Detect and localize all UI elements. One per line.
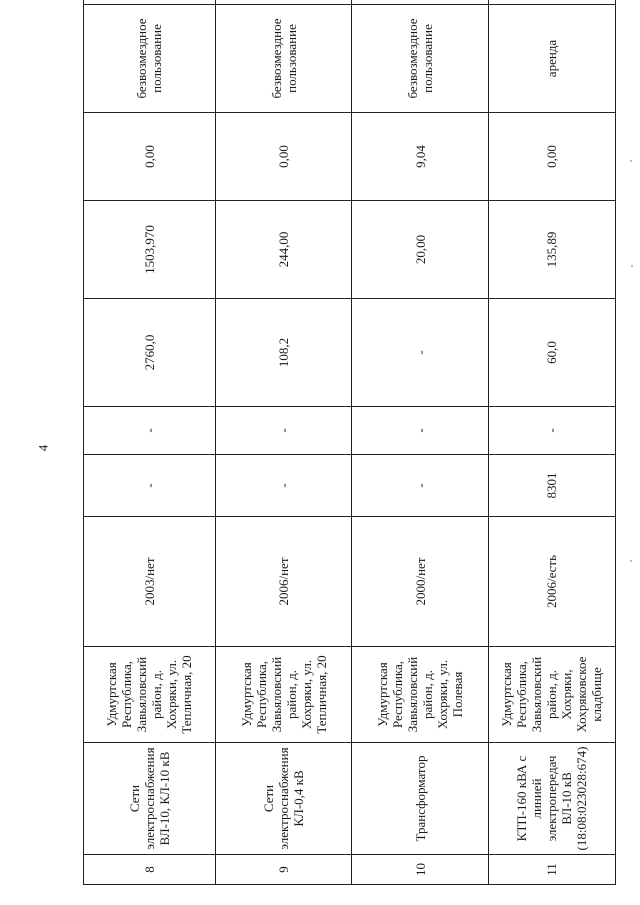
row-number: 8 <box>84 855 216 885</box>
object-name: Сети электроснабжения КЛ-0,4 кВ <box>215 743 351 855</box>
encumbrance <box>352 0 488 5</box>
usage-right: безвозмездное пользование <box>84 5 216 113</box>
usage-right: безвозмездное пользование <box>352 5 488 113</box>
object-length: - <box>352 299 488 407</box>
scan-speck <box>630 560 632 562</box>
book-value: 20,00 <box>352 201 488 299</box>
commission-year: 2000/нет <box>352 517 488 647</box>
registration-number: - <box>352 455 488 517</box>
object-address: Удмуртская Республика, Завьяловский район, д. Хохряки, ул. Полевая <box>352 647 488 743</box>
object-name: КТП-160 кВА с линией электропередач ВЛ-10 кВ (18:08:023028:674) <box>488 743 615 855</box>
empty-cell: - <box>488 407 615 455</box>
encumbrance <box>84 0 216 5</box>
encumbrance <box>215 0 351 5</box>
object-address: Удмуртская Республика, Завьяловский район, д. Хохряки, Хохряковское кладбище <box>488 647 615 743</box>
object-address: Удмуртская Республика, Завьяловский район, д. Хохряки, ул. Тепличная, 20 <box>215 647 351 743</box>
row-number: 9 <box>215 855 351 885</box>
registration-number: 8301 <box>488 455 615 517</box>
registration-number: - <box>215 455 351 517</box>
scan-speck <box>630 160 632 162</box>
residual-value: 0,00 <box>84 113 216 201</box>
book-value: 135,89 <box>488 201 615 299</box>
commission-year: 2003/нет <box>84 517 216 647</box>
row-number: 10 <box>352 855 488 885</box>
object-name: Сети электроснабжения ВЛ-10, КЛ-10 кВ <box>84 743 216 855</box>
property-registry-table <box>83 0 616 885</box>
commission-year: 2006/нет <box>215 517 351 647</box>
object-length: 2760,0 <box>84 299 216 407</box>
book-value: 1503,970 <box>84 201 216 299</box>
table-row <box>215 0 351 885</box>
commission-year: 2006/есть <box>488 517 615 647</box>
encumbrance <box>488 0 615 5</box>
object-name: Трансформатор <box>352 743 488 855</box>
table-row <box>84 0 216 885</box>
empty-cell: - <box>352 407 488 455</box>
empty-cell: - <box>215 407 351 455</box>
table-row <box>488 0 615 885</box>
object-address: Удмуртская Республика, Завьяловский район, д. Хохряки, ул. Тепличная, 20 <box>84 647 216 743</box>
residual-value: 0,00 <box>215 113 351 201</box>
page-number: 4 <box>35 444 51 452</box>
registration-number: - <box>84 455 216 517</box>
book-value: 244,00 <box>215 201 351 299</box>
registry-table-container <box>83 20 616 885</box>
usage-right: безвозмездное пользование <box>215 5 351 113</box>
object-length: 108,2 <box>215 299 351 407</box>
empty-cell: - <box>84 407 216 455</box>
residual-value: 9,04 <box>352 113 488 201</box>
usage-right: аренда <box>488 5 615 113</box>
residual-value: 0,00 <box>488 113 615 201</box>
scan-speck <box>631 265 633 267</box>
row-number: 11 <box>488 855 615 885</box>
object-length: 60,0 <box>488 299 615 407</box>
table-row <box>352 0 488 885</box>
